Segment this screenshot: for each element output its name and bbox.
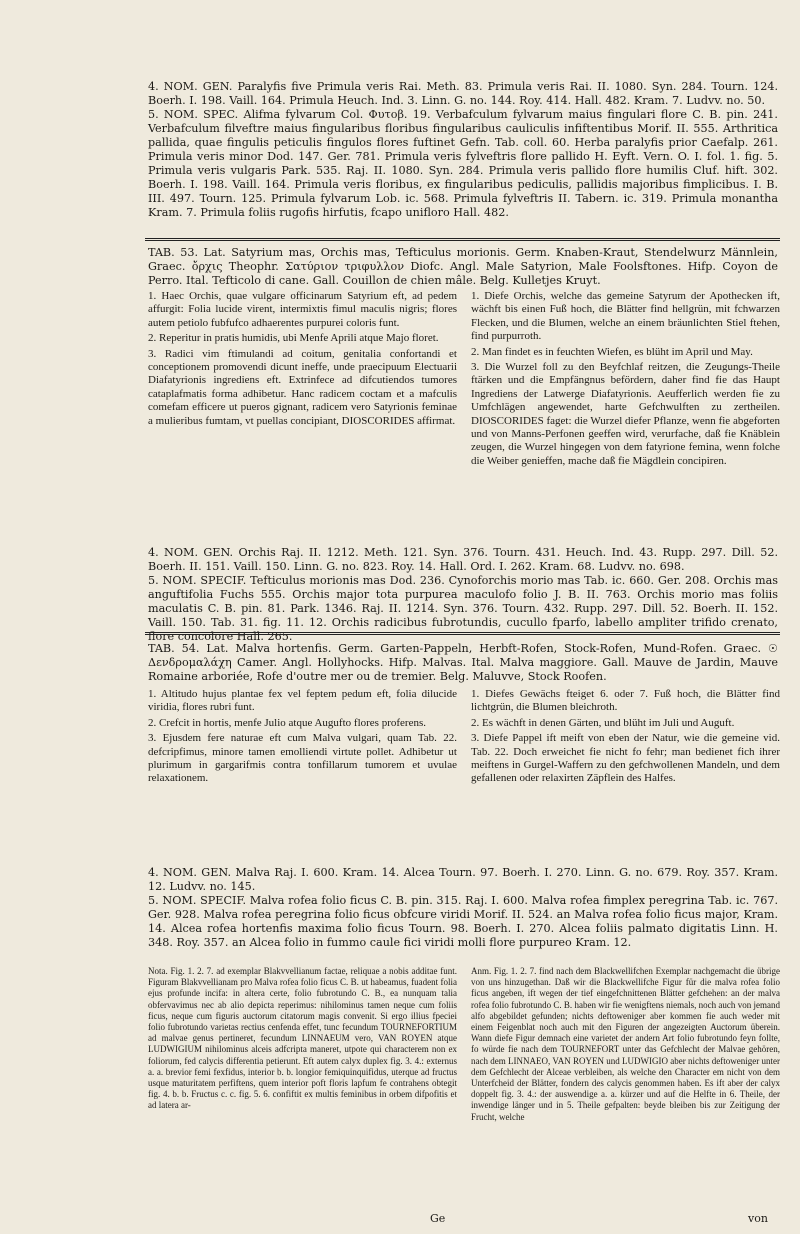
tab54-latin-2: 2. Crefcit in hortis, menfe Julio atque Augufto flores proferens. — [148, 716, 426, 729]
tab53-nom-spec: 5. NOM. SPECIF. Tefticulus morionis mas Dod. 236. Cynoforchis morio mas Tab. ic. 660. Ger. 208. Orchis mas anguftifolia Fuchs 555. Orchis major tota purpurea maculofo folio J. B. II. 763. Orchis morio mas foliis maculatis C. B. pin. 81. Park. 1346. Raj. II. 1214. Syn. 376. Tourn. 432. Rupp. 297. Dill. 52. Boerh. II. 152. Vaill. 150. Tab. 31. fig. 11. 12. Orchis radicibus fubrotundis, cucullo fparfo, labello ampliter trifido crenato, flore concolore Hall. 265. — [148, 574, 778, 643]
tab54-nota-german-text: Anm. Fig. 1. 2. 7. find nach dem Blackwellifchen Exemplar nachgemacht die übrige von uns hinzugethan. Daß wir die Blackwellifche Figur für die malva rofea folio ficus angeben, ift wegen der tief eingefchnittenen Blätter gefchehen: an der malva rofea folio fubrotundo C. B. haben wir fie wenigftens niemals, noch auch von jemand alfo abgebildet gefunden; nichts deftoweniger aber kommen fie auch weder mit einem Feigenblat noch auch mit den Figuren der angezeigten Auctorum überein. Wann diefe Figur demnach eine varietet der andern Art folio fubrotundo feyn follte, fo würde fie nach dem TOURNEFORT unter das Gefchlecht der Malvae gehören, nach dem LINNAEO, VAN ROYEN und LUDWIGIO aber nichts deftoweniger unter dem Gefchlecht der Alceae verbleiben, als welche den Character em nicht von dem Unterfcheid der Blätter, fondern des calycis genommen haben. Es ift aber der calyx doppelt fig. 3. 4.: der auswendige a. a. kürzer und auf die Helfte in 6. Theile, der inwendige länger und in 5. Theile gefpalten: beyde bleiben bis zur Zeitigung der Frucht, welche — [471, 966, 780, 1122]
tab54-latin-3: 3. Ejusdem fere naturae eft cum Malva vulgari, quam Tab. 22. defcripfimus, minore tamen emolliendi virtute pollet. Adhibetur ut plurimum in gargarifmis contra tonfillarum tumorem et uvulae relaxationem. — [148, 732, 457, 785]
tab54-header — [148, 642, 778, 684]
tab54-latin-1: 1. Altitudo hujus plantae fex vel feptem pedum eft, folia dilucide viridia, flores rubri funt. — [148, 688, 457, 714]
section-divider — [145, 238, 780, 241]
tab53-header — [148, 246, 778, 288]
tab53-latin-2: 2. Reperitur in pratis humidis, ubi Menfe Aprili atque Majo floret. — [148, 332, 439, 345]
tab53-latin-1: 1. Haec Orchis, quae vulgare officinarum Satyrium eft, ad pedem affurgit: Folia lucide virent, intermixtis fimul maculis nigris; flores autem petiolo fubfufco adhaerentes purpurei coloris funt. — [148, 290, 457, 329]
catchword-right: von — [748, 1212, 768, 1225]
tab54-nom-gen: 4. NOM. GEN. Malva Raj. I. 600. Kram. 14. Alcea Tourn. 97. Boerh. I. 270. Linn. G. no. 679. Roy. 357. Kram. 12. Ludvv. no. 145. — [148, 866, 778, 893]
tab54-header-text: TAB. 54. Lat. Malva hortenfis. Germ. Garten-Pappeln, Herbft-Rofen, Stock-Rofen, Mund-Rofen. Graec. ☉ Δενδρομαλάχη Camer. Angl. Hollyhocks. Hifp. Malvas. Ital. Malva maggiore. Gall. Mauve de Jardin, Mauve Romaine arboriée, Rofe d'outre mer ou de tremier. Belg. Maluvve, Stock Roofen. — [148, 642, 778, 683]
tab54-nota-latin — [148, 966, 457, 1125]
tab54-nomenclature — [148, 866, 778, 950]
tab54-nota-latin-text: Nota. Fig. 1. 2. 7. ad exemplar Blakvvellianum factae, reliquae a nobis additae funt. Figuram Blakvvellianam pro Malva rofea folio ficus C. B. ut habeamus, fuadent folia ejus profunde incifa: in altera certe, folio fubrotundo C. B., ea nunquam talia obfervavimus nec ab alio depicta reperimus: nihilominus tamen neque cum foliis ficus, neque cum figuris auctorum citatorum magis convenit. Si ergo illius fpeciei folio fubrotundo varietas rectius cenfenda effet, tunc fecundum TOURNEFORTIUM ad malvae genus pertineret, fecundum LINNAEUM vero, VAN ROYEN atque LUDWIGIUM nihilominus alceis adfcripta maneret, utpote qui characterem non ex foliorum, fed calycis differentia petierunt. Eft autem calyx duplex fig. 3. 4.: externus a. a. brevior femi fexfidus, interior b. b. longior femiquinquifidus, uterque ad fructus usque maturitatem perfiftens, quem interior poft floris lapfum fe contrahens obtegit fig. 4. b. b. Fructus c. c. fig. 5. 6. confiftit ex multis feminibus in orbem difpofitis et ad latera ar- — [148, 966, 457, 1111]
tab54-notes — [148, 966, 780, 1125]
tab54-latin-column — [148, 688, 457, 788]
tab54-german-column — [471, 688, 780, 788]
tab53-german-1: 1. Diefe Orchis, welche das gemeine Satyrum der Apothecken ift, wächft bis einen Fuß hoch, die Blätter find hellgrün, mit fchwarzen Flecken, und die Blumen, welche an einem bräunlichten Stiel ftehen, find purpurroth. — [471, 290, 780, 343]
tab54-nota-german — [471, 966, 780, 1125]
tab54-columns — [148, 688, 780, 788]
catchword-left: Ge — [430, 1212, 446, 1225]
tab53-header-text: TAB. 53. Lat. Satyrium mas, Orchis mas, Tefticulus morionis. Germ. Knaben-Kraut, Stendelwurz Männlein, Graec. ὄρχις Theophr. Σατύριον τριφυλλον Diofc. Angl. Male Satyrion, Male Foolsftones. Hifp. Coyon de Perro. Ital. Tefticolo di cane. Gall. Couillon de chien mâle. Belg. Kulletjes Kruyt. — [148, 246, 778, 287]
tab53-german-2: 2. Man findet es in feuchten Wiefen, es blüht im April und May. — [471, 345, 753, 358]
tab53-latin-column — [148, 290, 457, 470]
tab53-nom-gen: 4. NOM. GEN. Orchis Raj. II. 1212. Meth. 121. Syn. 376. Tourn. 431. Heuch. Ind. 43. Rupp. 297. Dill. 52. Boerh. II. 151. Vaill. 150. Linn. G. no. 823. Roy. 14. Hall. Ord. I. 262. Kram. 68. Ludvv. no. 698. — [148, 546, 778, 573]
tab53-german-3: 3. Die Wurzel foll zu den Beyfchlaf reitzen, die Zeugungs-Theile ftärken und die Empfängnus befördern, daher find fie das Haupt Ingrediens der Latwerge Diafatyrionis. Aeufferlich werden fie zu Umfchlägen angewendet, harte Gefchwulften zu zertheilen. DIOSCORIDES faget: die Wurzel diefer Pflanze, wenn fie abgeforten und von Manns-Perfonen geeffen wird, verurfache, daß fie Knäblein zeugen, die Wurzel hingegen von dem fatyrione femina, wenn folche die Weiber genieffen, mache daß fie Mägdlein concipiren. — [471, 361, 780, 467]
primula-section — [148, 80, 778, 220]
primula-nom-spec: 5. NOM. SPEC. Alifma fylvarum Col. Φυτοβ. 19. Verbafculum fylvarum maius fingulari flore C. B. pin. 241. Verbafculum filveftre maius fingularibus floribus fingularibus cauliculis infiftentibus Morif. II. 555. Arthritica pallida, quae fingulis peticulis fingulos flores fuftinet Gefn. Tab. coll. 60. Herba paralyfis prior Caefalp. 261. Primula veris minor Dod. 147. Ger. 781. Primula veris fylveftris flore pallido H. Eyft. Vern. O. I. fol. 1. fig. 5. Primula veris vulgaris Park. 535. Raj. II. 1080. Syn. 284. Primula veris pallido flore humilis Cluf. hift. 302. Boerh. I. 198. Vaill. 164. Primula veris floribus, ex fingularibus pediculis, pallidis majoribus fimplicibus. I. B. III. 497. Tourn. 125. Primula fylvarum Lob. ic. 568. Primula fylveftris II. Tabern. ic. 319. Primula monantha Kram. 7. Primula foliis rugofis hirfutis, fcapo unifloro Hall. 482. — [148, 108, 778, 219]
tab53-german-column — [471, 290, 780, 470]
tab53-nomenclature — [148, 546, 778, 644]
section-divider-2 — [145, 632, 780, 635]
tab53-columns — [148, 290, 780, 470]
primula-nom-gen: 4. NOM. GEN. Paralyfis five Primula veris Rai. Meth. 83. Primula veris Rai. II. 1080. Syn. 284. Tourn. 124. Boerh. I. 198. Vaill. 164. Primula Heuch. Ind. 3. Linn. G. no. 144. Roy. 414. Hall. 482. Kram. 7. Ludvv. no. 50. — [148, 80, 778, 107]
tab54-nom-spec: 5. NOM. SPECIF. Malva rofea folio ficus C. B. pin. 315. Raj. I. 600. Malva rofea fimplex peregrina Tab. ic. 767. Ger. 928. Malva rofea peregrina folio ficus obfcure viridi Morif. II. 524. an Malva rofea folio ficus major, Kram. 14. Alcea rofea hortenfis maxima folio ficus Tourn. 98. Boerh. I. 270. Alcea foliis palmato digitatis Linn. H. 348. Roy. 357. an Alcea folio in fummo caule fici viridi molli flore purpureo Kram. 12. — [148, 894, 778, 949]
tab54-german-3: 3. Diefe Pappel ift meift von eben der Natur, wie die gemeine vid. Tab. 22. Doch erweichet fie nicht fo fehr; man bedienet fich ihrer meiftens in Gurgel-Waffern zu den gefchwollenen Mandeln, und dem gefallenen oder relaxirten Zäpflein des Halfes. — [471, 732, 780, 785]
tab54-german-2: 2. Es wächft in denen Gärten, und blüht im Juli und Auguft. — [471, 716, 735, 729]
tab54-german-1: 1. Diefes Gewächs fteiget 6. oder 7. Fuß hoch, die Blätter find lichtgrün, die Blumen bleichroth. — [471, 688, 780, 714]
tab53-latin-3: 3. Radici vim ftimulandi ad coitum, genitalia confortandi et conceptionem promovendi dicunt ineffe, unde praecipuum Electuarii Diafatyrionis ingrediens eft. Extrinfece ad difcutiendos tumores cataplafmatis forma adhibetur. Hanc radicem coctam et a mafculis comefam efficere ut pueros gignant, radicem vero Satyrionis feminae a mulieribus fumtam, vt puellas concipiant, DIOSCORIDES affirmat. — [148, 347, 457, 427]
